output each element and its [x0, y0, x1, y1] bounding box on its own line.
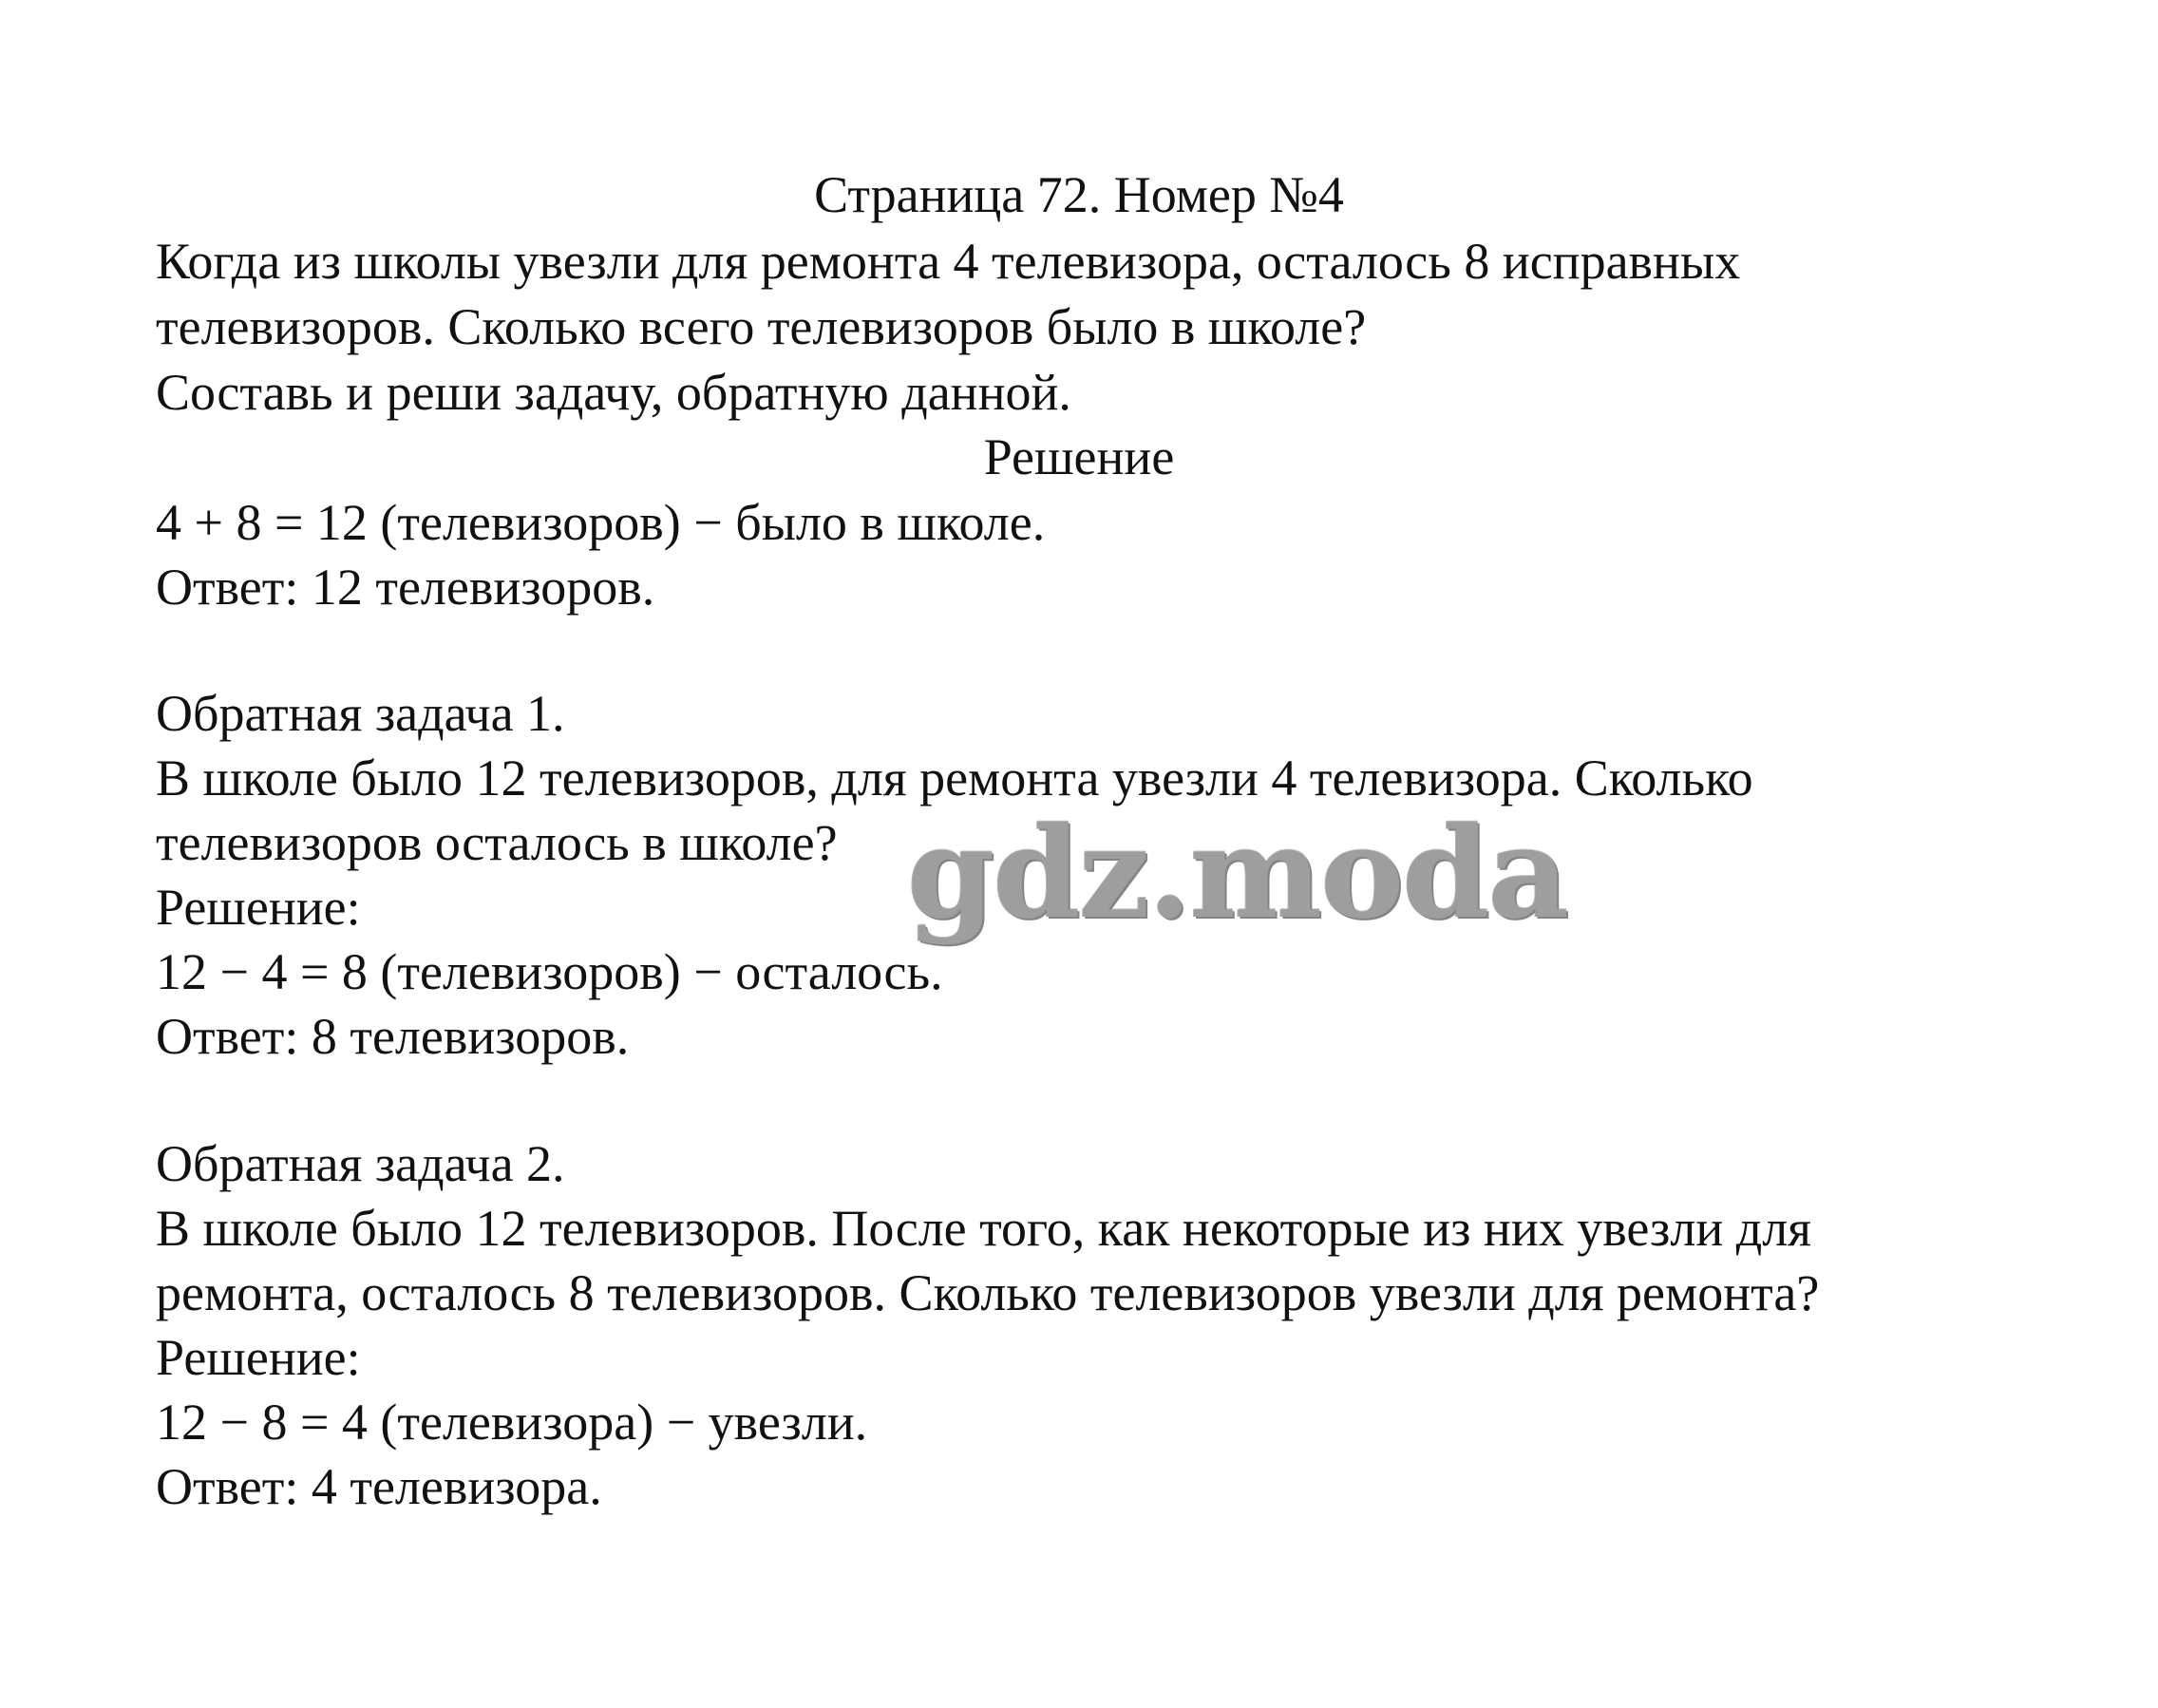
page-title: Страница 72. Номер №4	[814, 166, 1344, 223]
inverse-task-2-solution-label: Решение:	[156, 1329, 361, 1386]
inverse-task-1-heading: Обратная задача 1.	[156, 685, 565, 742]
inverse-task-1-answer: Ответ: 8 телевизоров.	[156, 1008, 630, 1065]
inverse-task-2-line-2: ремонта, осталось 8 телевизоров. Сколько телевизоров увезли для ремонта?	[156, 1264, 1820, 1321]
problem-line-1: Когда из школы увезли для ремонта 4 телевизора, осталось 8 исправных	[156, 233, 1741, 290]
watermark-logo: gdz.moda	[907, 800, 1568, 947]
solution-heading: Решение	[983, 428, 1175, 485]
inverse-task-2-answer: Ответ: 4 телевизора.	[156, 1458, 602, 1515]
problem-line-3: Составь и реши задачу, обратную данной.	[156, 364, 1071, 421]
solution-answer: Ответ: 12 телевизоров.	[156, 559, 655, 616]
solution-equation: 4 + 8 = 12 (телевизоров) − было в школе.	[156, 494, 1046, 551]
problem-line-2: телевизоров. Сколько всего телевизоров было в школе?	[156, 298, 1367, 355]
inverse-task-1-equation: 12 − 4 = 8 (телевизоров) − осталось.	[156, 943, 943, 1000]
inverse-task-1-line-2: телевизоров осталось в школе?	[156, 814, 838, 871]
inverse-task-1-solution-label: Решение:	[156, 879, 361, 936]
inverse-task-2-equation: 12 − 8 = 4 (телевизора) − увезли.	[156, 1394, 868, 1451]
inverse-task-2-heading: Обратная задача 2.	[156, 1135, 565, 1192]
inverse-task-1-line-1: В школе было 12 телевизоров, для ремонта увезли 4 телевизора. Сколько	[156, 750, 1753, 807]
inverse-task-2-line-1: В школе было 12 телевизоров. После того, как некоторые из них увезли для	[156, 1200, 1811, 1257]
